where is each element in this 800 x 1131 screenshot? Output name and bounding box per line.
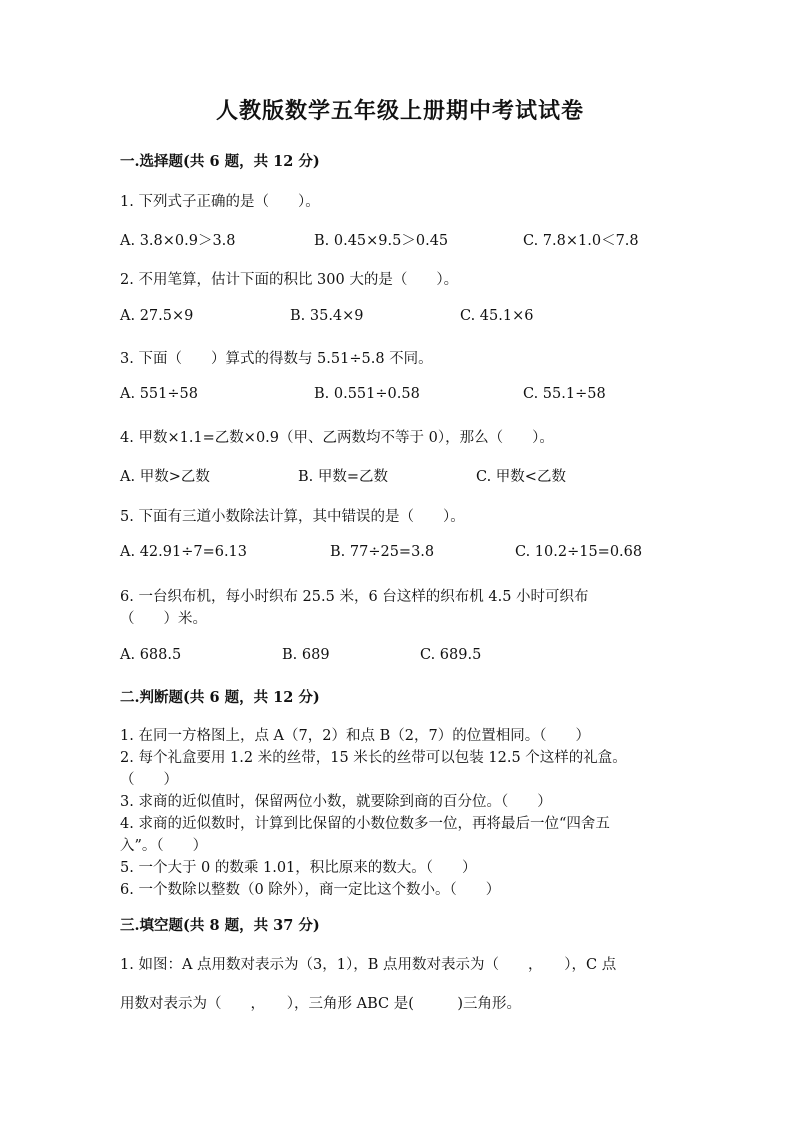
- page-title: 人教版数学五年级上册期中考试试卷: [215, 98, 584, 124]
- q4-option-c: C. 甲数<乙数: [476, 469, 566, 485]
- q6-option-a: A. 688.5: [120, 647, 182, 663]
- fill-question-1: 1. 如图：A 点用数对表示为（3，1），B 点用数对表示为（ ， ），C 点: [120, 957, 617, 973]
- q5-option-c: C. 10.2÷15=0.68: [515, 544, 643, 560]
- question-2: 2. 不用笔算，估计下面的积比 300 大的是（ ）。: [120, 272, 459, 288]
- q4-option-a: A. 甲数>乙数: [120, 469, 210, 485]
- question-5: 5. 下面有三道小数除法计算，其中错误的是（ ）。: [120, 509, 465, 525]
- fill-question-1-continued: 用数对表示为（ ， ），三角形 ABC 是( )三角形。: [120, 996, 522, 1012]
- tf-line: 6. 一个数除以整数（0 除外），商一定比这个数小。（ ）: [120, 882, 501, 898]
- tf-line: 4. 求商的近似数时，计算到比保留的小数位数多一位，再将最后一位“四舍五: [120, 816, 610, 832]
- q1-option-b: B. 0.45×9.5＞0.45: [314, 233, 449, 249]
- q2-option-c: C. 45.1×6: [460, 308, 534, 324]
- tf-line: 3. 求商的近似值时，保留两位小数，就要除到商的百分位。（ ）: [120, 794, 552, 810]
- q4-option-b: B. 甲数=乙数: [298, 469, 389, 485]
- question-4: 4. 甲数×1.1=乙数×0.9（甲、乙两数均不等于 0），那么（ ）。: [120, 430, 554, 446]
- q2-option-a: A. 27.5×9: [120, 308, 194, 324]
- q1-option-c: C. 7.8×1.0＜7.8: [523, 233, 639, 249]
- question-6: 6. 一台织布机，每小时织布 25.5 米，6 台这样的织布机 4.5 小时可织布: [120, 589, 589, 605]
- q6-option-c: C. 689.5: [420, 647, 482, 663]
- q3-option-b: B. 0.551÷0.58: [314, 386, 420, 402]
- tf-line: 1. 在同一方格图上，点 A（7，2）和点 B（2，7）的位置相同。（ ）: [120, 728, 590, 744]
- question-1: 1. 下列式子正确的是（ ）。: [120, 194, 320, 210]
- tf-line: 入”。（ ）: [120, 838, 208, 854]
- section-heading-true-false: 二.判断题(共 6 题，共 12 分): [120, 689, 320, 706]
- q2-option-b: B. 35.4×9: [290, 308, 364, 324]
- q5-option-b: B. 77÷25=3.8: [330, 544, 435, 560]
- tf-line: 2. 每个礼盒要用 1.2 米的丝带，15 米长的丝带可以包装 12.5 个这样的礼盒。: [120, 750, 627, 766]
- section-heading-fill-in: 三.填空题(共 8 题，共 37 分): [120, 917, 320, 934]
- q3-option-a: A. 551÷58: [120, 386, 198, 402]
- tf-line: 5. 一个大于 0 的数乘 1.01，积比原来的数大。（ ）: [120, 860, 477, 876]
- question-6-continued: （ ）米。: [120, 611, 207, 627]
- q1-option-a: A. 3.8×0.9＞3.8: [120, 233, 236, 249]
- q6-option-b: B. 689: [282, 647, 330, 663]
- section-heading-choice: 一.选择题(共 6 题，共 12 分): [120, 153, 320, 170]
- question-3: 3. 下面（ ）算式的得数与 5.51÷5.8 不同。: [120, 351, 433, 367]
- tf-line: （ ）: [120, 772, 178, 788]
- q5-option-a: A. 42.91÷7=6.13: [120, 544, 248, 560]
- q3-option-c: C. 55.1÷58: [523, 386, 606, 402]
